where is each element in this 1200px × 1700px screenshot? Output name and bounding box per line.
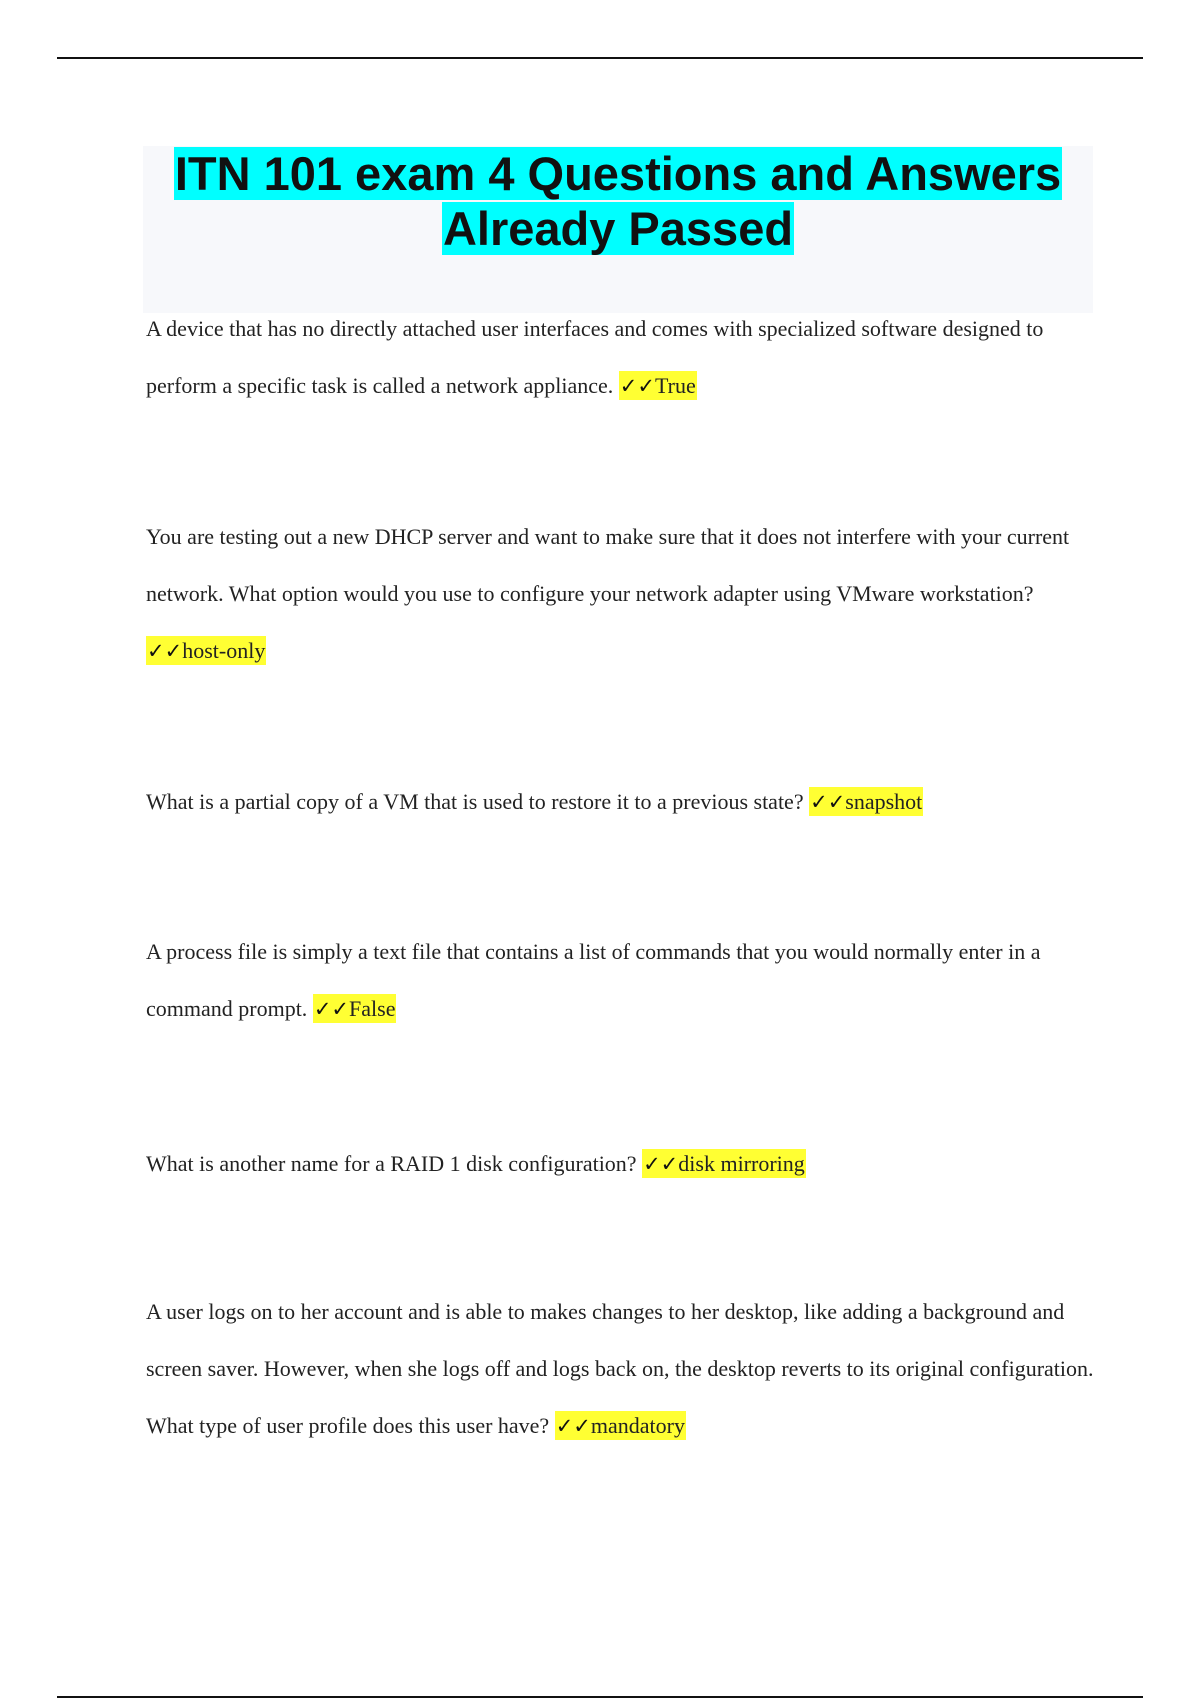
qa-item-6: [146, 1283, 1096, 1455]
question-text: What is a partial copy of a VM that is used to restore it to a previous state?: [146, 789, 804, 814]
qa-item-5: [146, 1135, 1096, 1193]
question-text: A device that has no directly attached user interfaces and comes with specialized software designed to perform a specific task is called a network appliance.: [146, 316, 1044, 398]
question-text: A user logs on to her account and is able to makes changes to her desktop, like adding a background and screen saver. However, when she logs off and logs back on, the desktop reverts to its original configuration. What type of user profile does this user have?: [146, 1299, 1094, 1438]
answer-text: disk mirroring: [678, 1151, 805, 1176]
double-check-icon: ✓✓: [643, 1152, 679, 1176]
title-block: [143, 146, 1093, 313]
question-text: You are testing out a new DHCP server and want to make sure that it does not interfere with your current network. What option would you use to configure your network adapter using VMware workstation?: [146, 524, 1070, 606]
qa-item-4: [146, 923, 1096, 1038]
double-check-icon: ✓✓: [555, 1414, 591, 1438]
double-check-icon: ✓✓: [147, 639, 183, 663]
answer-highlight: [619, 371, 697, 400]
double-check-icon: ✓✓: [810, 790, 846, 814]
answer-text: mandatory: [590, 1413, 685, 1438]
title-line-1: ITN 101 exam 4 Questions and Answers: [174, 147, 1062, 200]
answer-highlight: [555, 1411, 686, 1440]
document-title: [143, 146, 1093, 256]
answer-highlight: [146, 636, 266, 665]
answer-highlight: [809, 787, 923, 816]
answer-highlight: [313, 994, 397, 1023]
qa-item-1: [146, 300, 1096, 415]
question-text: What is another name for a RAID 1 disk configuration?: [146, 1151, 637, 1176]
qa-item-2: [146, 508, 1096, 680]
bottom-rule: [57, 1696, 1143, 1698]
double-check-icon: ✓✓: [313, 997, 350, 1021]
qa-item-3: [146, 773, 1096, 831]
question-text: A process file is simply a text file that contains a list of commands that you would normally enter in a command prompt.: [146, 939, 1041, 1021]
answer-highlight: [642, 1149, 806, 1178]
answer-text: False: [349, 996, 396, 1021]
answer-text: host-only: [182, 638, 266, 663]
title-line-2: Already Passed: [442, 202, 794, 255]
answer-text: snapshot: [845, 789, 923, 814]
top-rule: [57, 57, 1143, 59]
double-check-icon: ✓✓: [619, 374, 655, 398]
answer-text: True: [655, 373, 696, 398]
